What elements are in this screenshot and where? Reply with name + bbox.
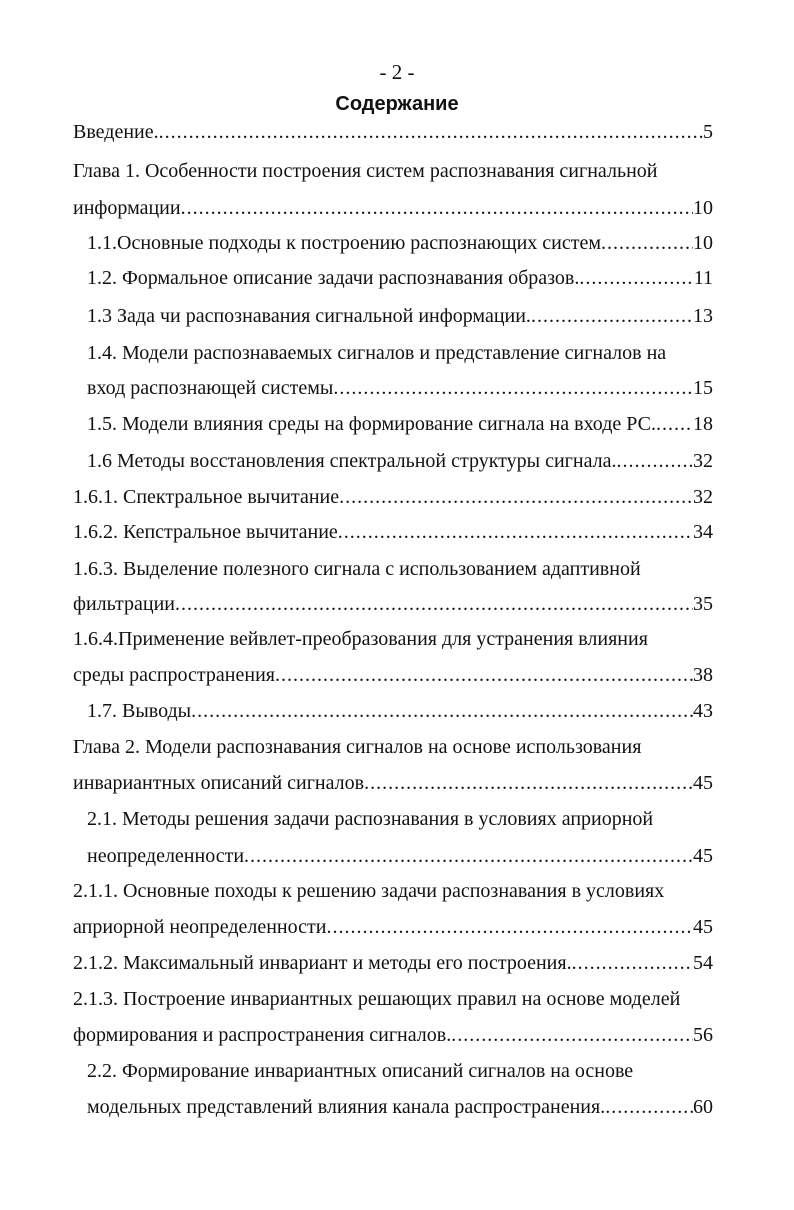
toc-entry-1-3: 1.3 Зада чи распознавания сигнальной информации. ..... 13	[87, 303, 713, 329]
toc-entry-2-1-cont: неопределенности ..... 45	[87, 843, 713, 869]
toc-entry-chapter-2: Глава 2. Модели распознавания сигналов на основе использования	[73, 736, 642, 758]
toc-entry-1-6-3: 1.6.3. Выделение полезного сигнала с использованием адаптивной	[73, 558, 641, 580]
page-number: - 2 -	[379, 60, 415, 84]
toc-entry-2-2-cont: модельных представлений влияния канала распространения. ..... 60	[87, 1094, 713, 1120]
page-title: Содержание	[335, 93, 459, 115]
toc-entry-1-4-cont: вход распознающей системы ..... 15	[87, 375, 713, 401]
toc-entry-chapter-1: Глава 1. Особенности построения систем распознавания сигнальной	[73, 160, 658, 182]
toc-entry-2-1-2: 2.1.2. Максимальный инвариант и методы его построения. ..... 54	[73, 950, 713, 976]
toc-entry-chapter-2-cont: инвариантных описаний сигналов ..... 45	[73, 770, 713, 796]
toc-entry-1-1: 1.1.Основные подходы к построению распознающих систем ..... 10	[87, 230, 713, 256]
toc-entry-1-6-1: 1.6.1. Спектральное вычитание ..... 32	[73, 484, 713, 510]
toc-entry-1-6-3-cont: фильтрации ..... 35	[73, 591, 713, 617]
toc-entry-2-1-1-cont: априорной неопределенности ..... 45	[73, 914, 713, 940]
toc-entry-2-1-3-cont: формирования и распространения сигналов. ..... 56	[73, 1022, 713, 1048]
toc-entry-2-1-1: 2.1.1. Основные походы к решению задачи распознавания в условиях	[73, 880, 665, 902]
toc-entry-1-7: 1.7. Выводы ..... 43	[87, 698, 713, 724]
toc-entry-1-4: 1.4. Модели распознаваемых сигналов и представление сигналов на	[87, 342, 667, 364]
toc-entry-1-5: 1.5. Модели влияния среды на формирование сигнала на входе РС. ..... 18	[87, 411, 713, 437]
toc-entry-1-6: 1.6 Методы восстановления спектральной структуры сигнала. ..... 32	[87, 448, 713, 474]
toc-entry-1-6-4-cont: среды распространения ..... 38	[73, 662, 713, 688]
toc-entry-2-1: 2.1. Методы решения задачи распознавания в условиях априорной	[87, 808, 654, 830]
toc-entry-1-6-2: 1.6.2. Кепстральное вычитание ..... 34	[73, 519, 713, 545]
toc-entry-2-2: 2.2. Формирование инвариантных описаний сигналов на основе	[87, 1060, 634, 1082]
toc-entry-1-2: 1.2. Формальное описание задачи распознавания образов. ..... 11	[87, 265, 713, 291]
toc-entry-introduction: Введение. ..... 5	[73, 119, 713, 145]
toc-entry-2-1-3: 2.1.3. Построение инвариантных решающих правил на основе моделей	[73, 988, 681, 1010]
toc-entry-1-6-4: 1.6.4.Применение вейвлет-преобразования для устранения влияния	[73, 628, 648, 650]
toc-entry-chapter-1-cont: информации ..... 10	[73, 195, 713, 221]
